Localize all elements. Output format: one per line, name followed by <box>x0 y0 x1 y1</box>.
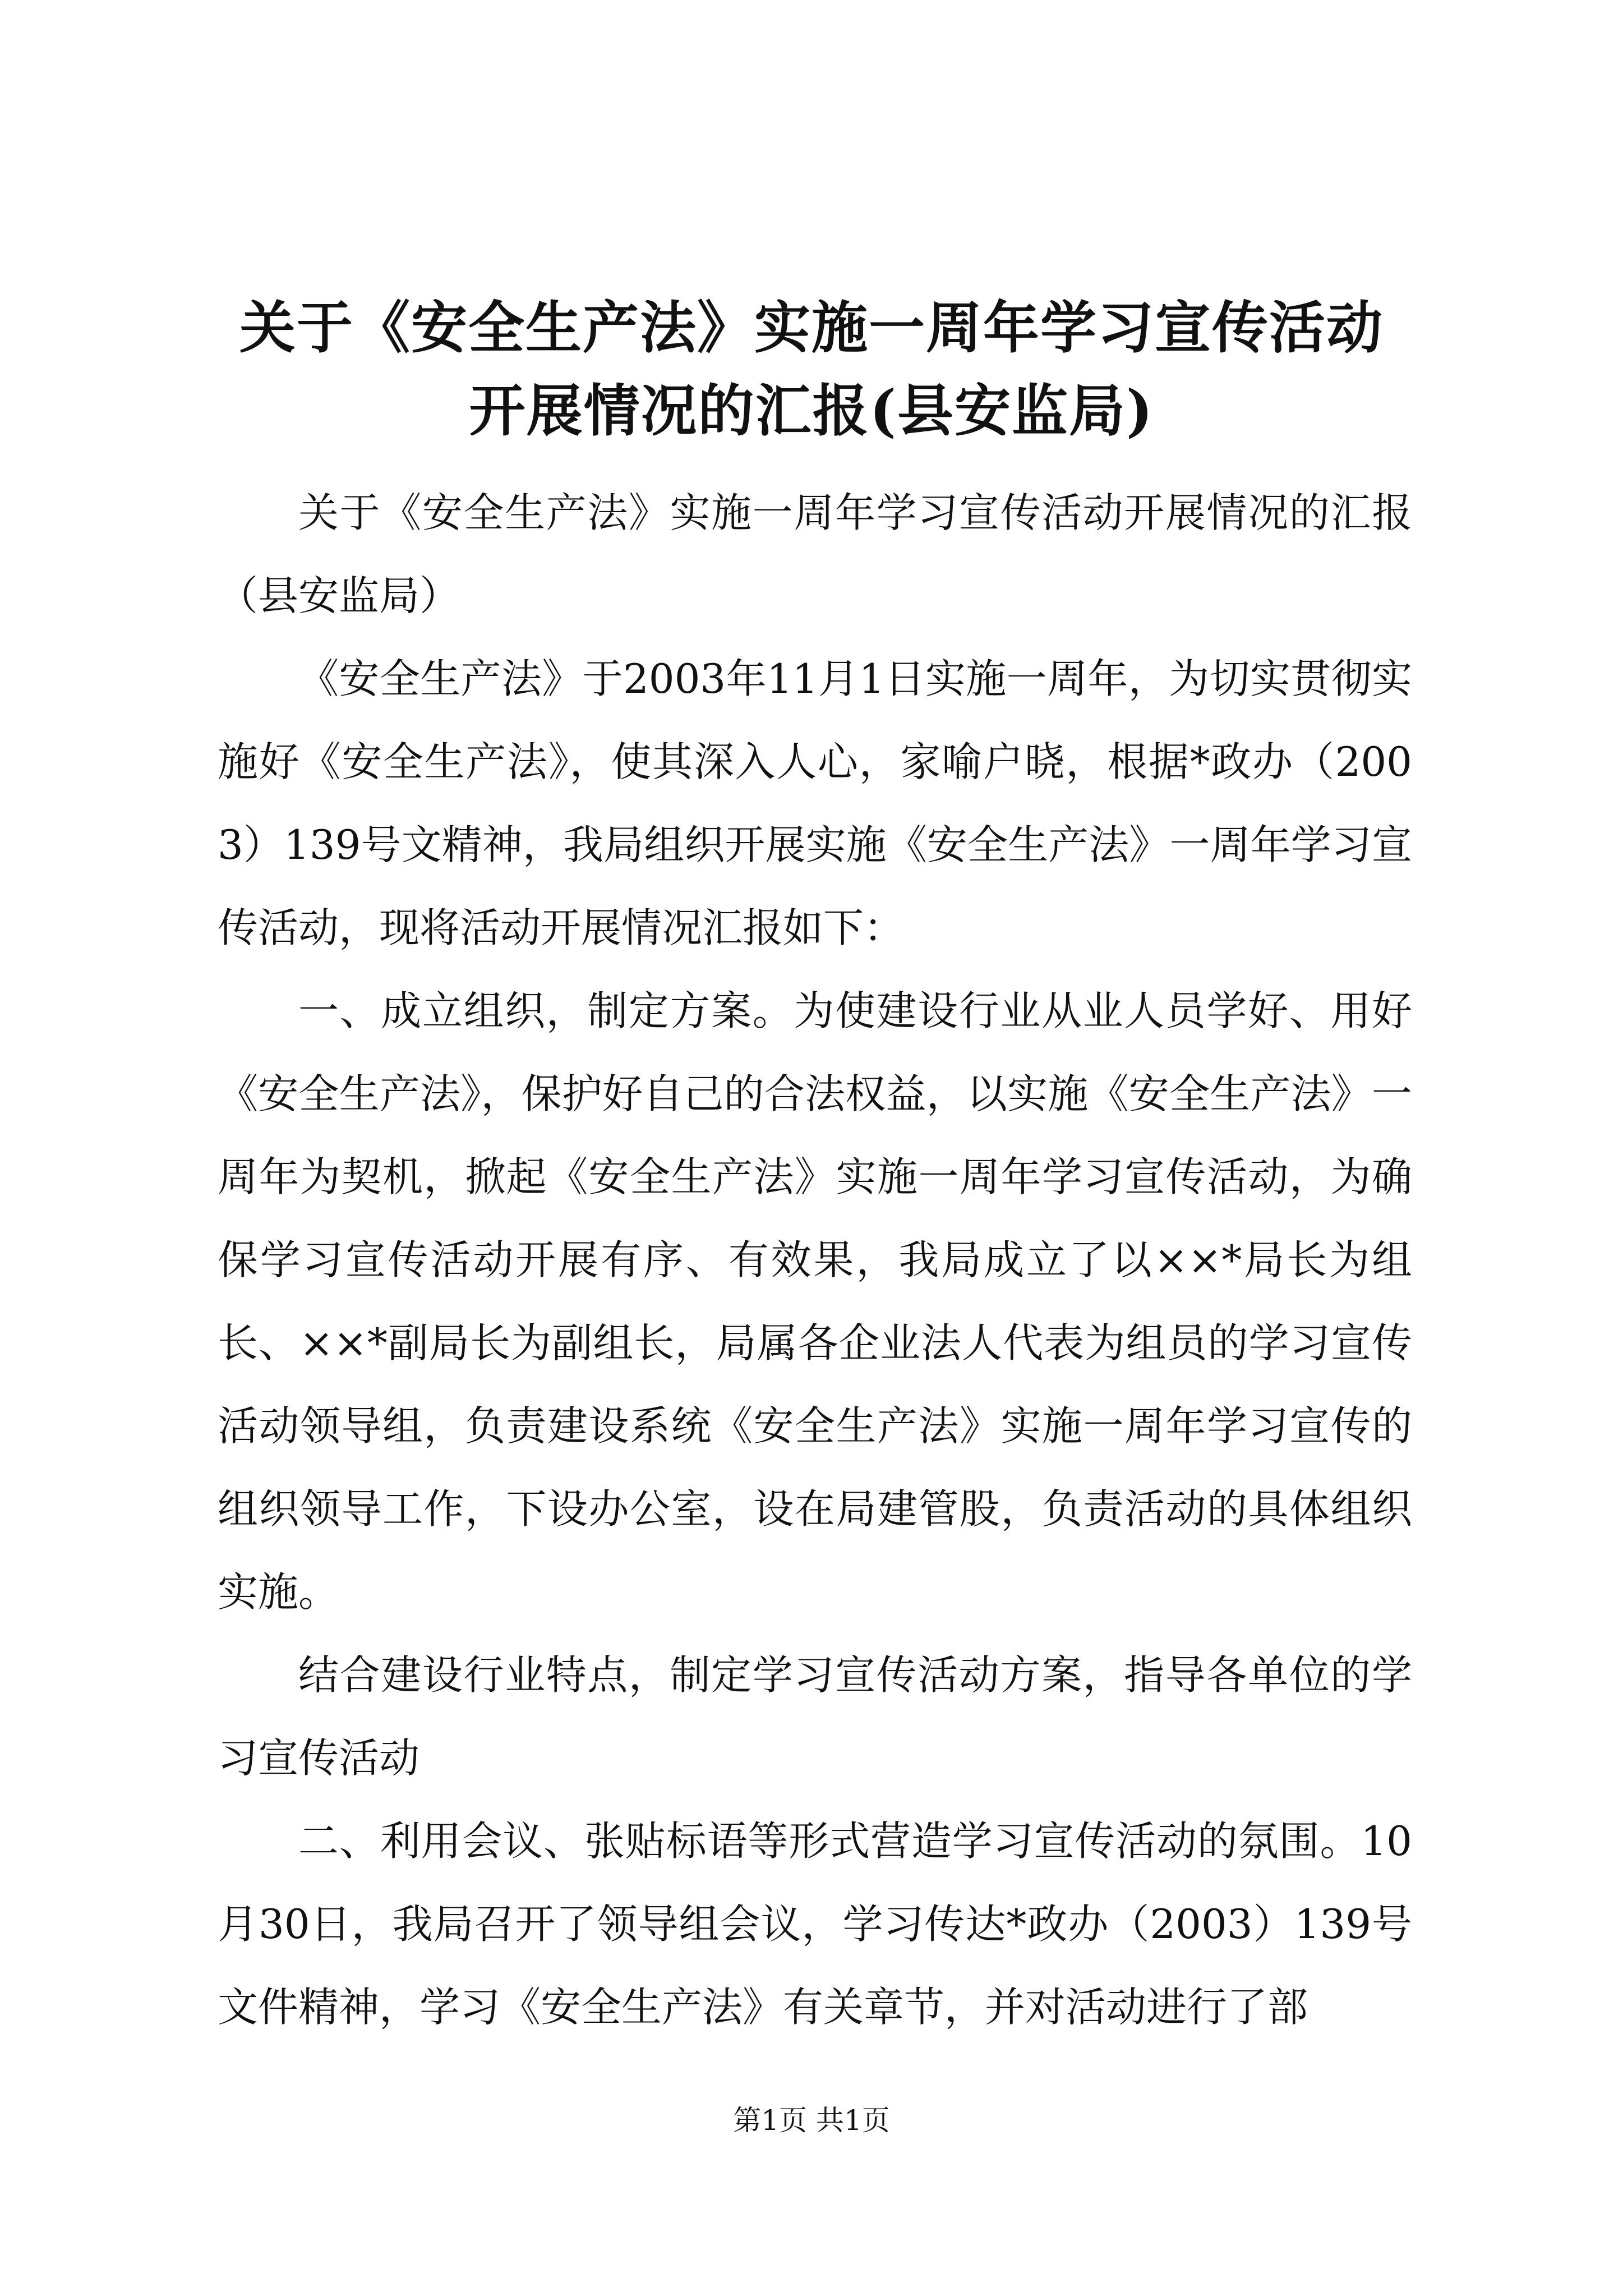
document-body <box>218 471 1412 2049</box>
paragraph-5: 二、利用会议、张贴标语等形式营造学习宣传活动的氛围。10月30日，我局召开了领导组会议，学习传达*政办（2003）139号文件精神，学习《安全生产法》有关章节，并对活动进行了部 <box>218 1818 1412 2031</box>
paragraph-4: 结合建设行业特点，制定学习宣传活动方案，指导各单位的学习宣传活动 <box>218 1651 1412 1782</box>
document-title <box>168 286 1455 452</box>
title-line-1: 关于《安全生产法》实施一周年学习宣传活动 <box>239 295 1384 361</box>
paragraph-2: 《安全生产法》于2003年11月1日实施一周年，为切实贯彻实施好《安全生产法》，使其深入人心，家喻户晓，根据*政办（2003）139号文精神，我局组织开展实施《安全生产法》一周年学习宣传活动，现将活动开展情况汇报如下： <box>218 655 1412 951</box>
paragraph-3: 一、成立组织，制定方案。为使建设行业从业人员学好、用好《安全生产法》，保护好自己的合法权益，以实施《安全生产法》一周年为契机，掀起《安全生产法》实施一周年学习宣传活动，为确保学习宣传活动开展有序、有效果，我局成立了以××*局长为组长、××*副局长为副组长，局属各企业法人代表为组员的学习宣传活动领导组，负责建设系统《安全生产法》实施一周年学习宣传的组织领导工作，下设办公室，设在局建管股，负责活动的具体组织实施。 <box>218 987 1412 1616</box>
paragraph-1: 关于《安全生产法》实施一周年学习宣传活动开展情况的汇报（县安监局） <box>218 489 1412 619</box>
title-line-2: 开展情况的汇报(县安监局) <box>469 378 1154 444</box>
page-footer: 第1页 共1页 <box>733 2104 890 2137</box>
